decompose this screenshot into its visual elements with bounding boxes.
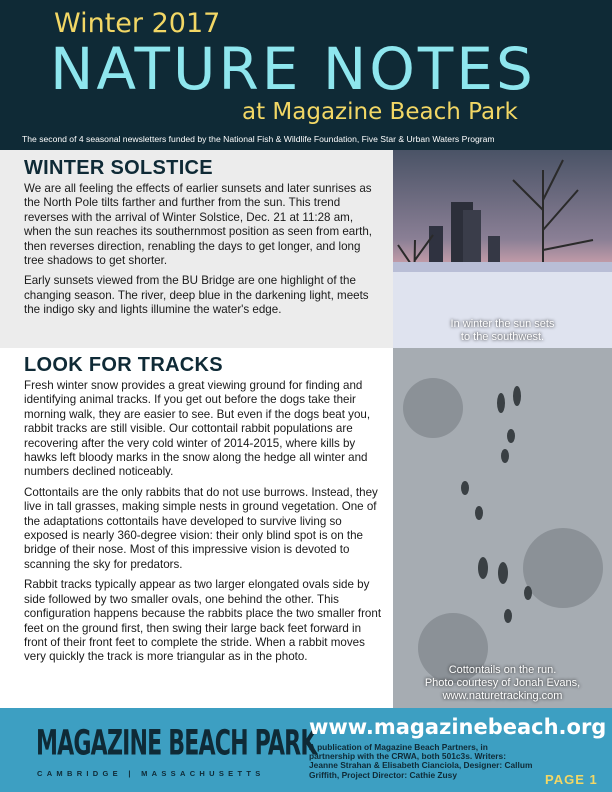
park-logo-location: CAMBRIDGE | MASSACHUSETTS <box>37 769 265 778</box>
paragraph: Cottontails are the only rabbits that do not use burrows. Instead, they live in tall grasses, making simple nests in ground vegetation. One of the adaptations cottontails have developed to survive living so exposed is nearly 360-degree vision: their only blind spot is on the bridge of their nose. Most of this impressive vision is devoted to scanning the sky for predators. <box>24 485 378 571</box>
season-label: Winter 2017 <box>54 8 221 39</box>
tracks-caption <box>393 664 612 703</box>
section-heading: WINTER SOLSTICE <box>24 157 213 179</box>
paragraph: We are all feeling the effects of earlier sunsets and later sunrises as the North Pole tilts farther and further from the sun. This trend reverses with the arrival of Winter Solstice, Dec. 21 at 11:28 am, when the sun reaches its southernmost position as seen from earth, then reverses direction, renabling the days to get longer, and long tree shadows to get shorter. <box>24 182 372 268</box>
credits: A publication of Magazine Beach Partners, in partnership with the CRWA, both 501c3s. Writers: Jeanne Strahan & Elisabeth Cianciola, Designer: Callum Griffith, Project Director: Cathie Zusy <box>309 742 533 780</box>
masthead <box>0 0 612 150</box>
website-link[interactable]: www.magazinebeach.org <box>309 715 607 739</box>
paragraph: Fresh winter snow provides a great viewing ground for finding and identifying animal tracks. If you get out before the dogs take their morning walk, they are easier to see. But even if the dogs beat you, rabbit tracks are still visible. Our cottontail rabbit populations are recovering after the very cold winter of 2014-2015, where kills by hawks left bloody marks in the snow along the hedge all winter and numbers declined noticeably. <box>24 379 371 479</box>
tracks-image <box>393 348 612 708</box>
rabbit-tracks-photo <box>393 348 612 708</box>
article-column <box>0 150 393 708</box>
park-logo: MAGAZINE BEACH PARK <box>36 723 317 765</box>
sunset-caption <box>393 318 612 344</box>
paragraph: Early sunsets viewed from the BU Bridge are one highlight of the changing season. The river, deep blue in the darkening light, meets the indigo sky and lights illumine the water's edge. <box>24 274 369 317</box>
paragraph: Rabbit tracks typically appear as two larger elongated ovals side by side followed by two smaller ovals, one behind the other. This configuration happens because the rabbits place the two smaller front feet on the ground first, then swing their large back feet forward in front of their front feet to complete the stride. When a rabbit moves very quickly the track is more triangular as in the photo. <box>24 578 382 664</box>
newsletter-title: NATURE NOTES <box>50 35 536 103</box>
footer <box>0 708 612 792</box>
page-number: PAGE 1 <box>545 772 598 787</box>
winter-solstice-section <box>0 150 393 348</box>
caption-line: Cottontails on the run. <box>448 664 557 676</box>
caption-line: to the southwest. <box>460 331 545 343</box>
caption-line: In winter the sun sets <box>450 318 555 330</box>
sunset-photo <box>393 150 612 348</box>
section-heading: LOOK FOR TRACKS <box>24 354 223 376</box>
look-for-tracks-section <box>0 348 393 665</box>
caption-line: Photo courtesy of Jonah Evans, <box>424 677 581 689</box>
newsletter-subtitle: at Magazine Beach Park <box>242 99 518 125</box>
funding-note: The second of 4 seasonal newsletters funded by the National Fish & Wildlife Foundation, Five Star & Urban Waters Program <box>22 134 495 144</box>
caption-line: www.naturetracking.com <box>442 690 563 702</box>
